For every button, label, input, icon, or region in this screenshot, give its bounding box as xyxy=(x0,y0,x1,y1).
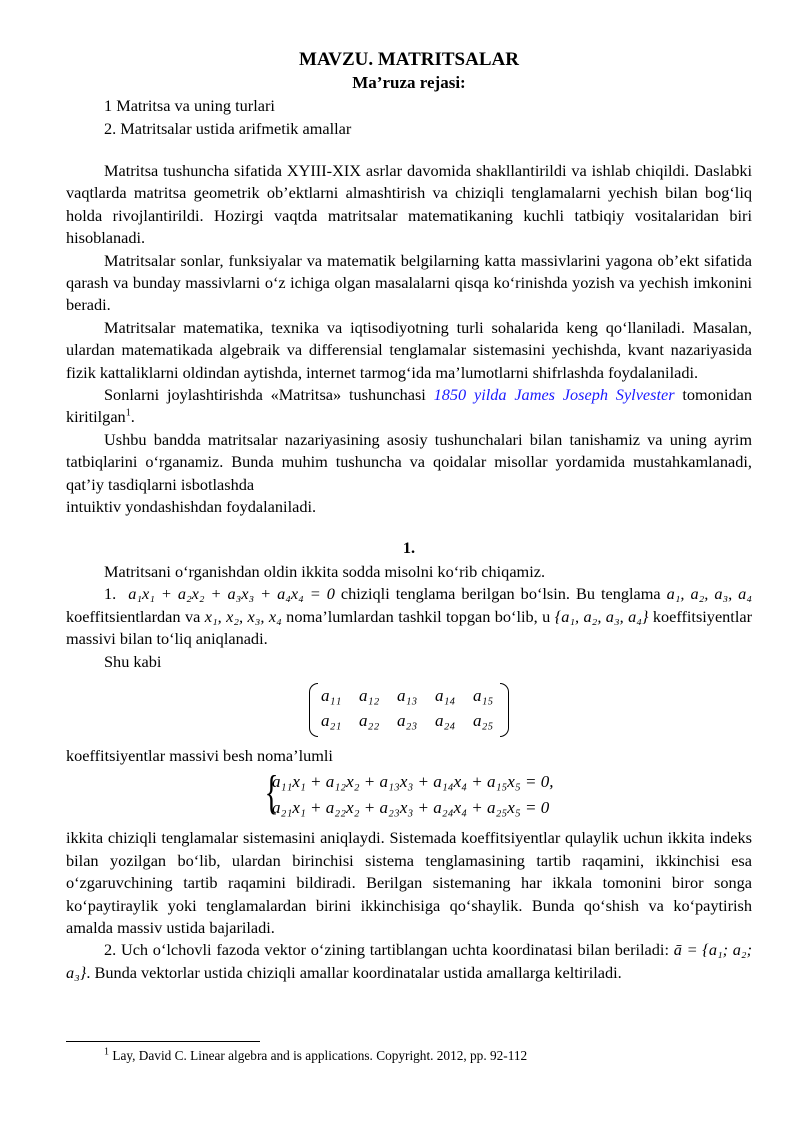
matrix-cell: a₁₅ xyxy=(473,686,494,706)
plan-item: 2. Matritsalar ustida arifmetik amallar xyxy=(104,119,352,138)
footnote-text: Lay, David C. Linear algebra and is applications. Copyright. 2012, pp. 92-112 xyxy=(112,1048,528,1063)
equation-system xyxy=(260,766,752,823)
coefficient-matrix xyxy=(309,683,509,737)
paragraph: ikkita chiziqli tenglamalar sistemasini aniqlaydi. Sistemada koeffitsiyentlar qulaylik uchun ikkita indeks bilan yozilgan bo‘lib, ulardan birinchisi sistema tenglamasining tartib raqamini, ikkinchisi esa o‘zgaruvchining tartib raqamini bildiradi. Berilgan sistemaning har ikkala tomonini biror songa ko‘paytiraylik yoki tenglamalardan birini ikkinchisiga qo‘shaylik. Bunda qo‘shish va ko‘paytirish amalda massiv ustida bajariladi. xyxy=(66,828,752,937)
example-2: 2. Uch o‘lchovli fazoda vektor o‘zining tartiblangan uchta koordinatasi bilan beriladi: ā = {a₁; a₂; a₃}. Bunda vektorlar ustida chiziqli amallar koordinatalar ustida amallarga keltiriladi. xyxy=(66,940,752,982)
system-equation: a₁₁x₁ + a₁₂x₂ + a₁₃x₃ + a₁₄x₄ + a₁₅x₅ = 0, xyxy=(272,772,554,792)
page-subtitle: Ma’ruza rejasi: xyxy=(352,73,466,92)
paragraph: Matritsalar matematika, texnika va iqtisodiyotning turli sohalarida keng qo‘llaniladi. Masalan, ulardan matematikada algebraik va differensial tenglamalar sistemasini yechishda, kvant nazariyasida fizik kattaliklarni oldindan aytishda, internet tarmog‘ida ma’lumotlarni shifrlashda foydalaniladi. xyxy=(66,317,752,382)
matrix-cell: a₂₄ xyxy=(435,711,456,731)
vector-a: ā = {a₁; a₂; a₃} xyxy=(66,940,752,982)
matrix-cell: a₁₄ xyxy=(435,686,456,706)
matrix-cell: a₂₃ xyxy=(397,711,418,731)
section-intro: Matritsani o‘rganishdan oldin ikkita sodda misolni ko‘rib chiqamiz. xyxy=(104,561,546,581)
linear-equation: a₁x₁ + a₂x₂ + a₃x₃ + a₄x₄ = 0 xyxy=(128,584,335,604)
matrix-cell: a₁₁ xyxy=(321,686,342,706)
matrix-cell: a₂₅ xyxy=(473,711,494,731)
paragraph xyxy=(66,429,752,496)
paragraph: Matritsalar sonlar, funksiyalar va matematik belgilarning katta massivlarini yagona ob’ekt sifatida qarash va bunday massivlarni o‘z ichiga olgan masalalarni qisqa ko‘rinishda yozish va yechish imkonini beradi. xyxy=(66,250,752,315)
lecture-plan xyxy=(66,94,752,140)
matrix-cell: a₁₃ xyxy=(397,686,418,706)
footnote-number: 1 xyxy=(104,1046,109,1058)
paragraph-end: intuiktiv yondashishdan foydalaniladi. xyxy=(66,497,317,517)
footnote-ref[interactable]: 1 xyxy=(125,408,131,420)
paragraph: Matritsa tushuncha sifatida XYIII-XIX asrlar davomida shakllantirildi va ishlab chiqildi. Daslabki vaqtlarda matritsa geometrik ob’ektlarni almashtirish va chiziqli tenglamalarni yechish bilan bog‘liq holda rivojlantirildi. Hozirgi vaqtda matritsalar matematikaning kuchli tatbiqiy vositalaridan biri hisoblanadi. xyxy=(66,161,752,248)
left-parenthesis xyxy=(309,683,318,737)
matrix-cell: a₂₂ xyxy=(359,711,380,731)
coefficient-set: {a₁, a₂, a₃, a₄} xyxy=(554,606,649,626)
matrix-cell: a₁₂ xyxy=(359,686,380,706)
system-equation: a₂₁x₁ + a₂₂x₂ + a₂₃x₃ + a₂₄x₄ + a₂₅x₅ = 0 xyxy=(272,798,550,818)
footnote xyxy=(104,1048,527,1064)
left-brace: { xyxy=(264,766,279,820)
sylvester-link[interactable]: 1850 yilda James Joseph Sylvester xyxy=(433,385,675,405)
example-number: 1. xyxy=(104,584,117,604)
page-title: MAVZU. MATRITSALAR xyxy=(299,49,519,70)
right-parenthesis xyxy=(500,683,509,737)
massiv-text: koeffitsiyentlar massivi besh noma’lumli xyxy=(66,745,333,765)
unknowns: x₁, x₂, x₃, x₄ xyxy=(204,606,282,626)
section-heading: 1. xyxy=(402,537,416,557)
intro-text: Ushbu bandda matritsalar nazariyasining asosiy tushunchalari bilan tanishamiz va uning ayrim tatbiqlarini o‘rganamiz. Bunda muhim tushuncha va qoidalar misollar yordamida mustahkamlanadi, qat’iy tasdiqlarni isbotlashda xyxy=(66,429,752,494)
matrix-cell: a₂₁ xyxy=(321,711,342,731)
sylvester-text-after: tomonidan kiritilgan xyxy=(66,385,753,427)
sylvester-paragraph: Sonlarni joylashtirishda «Matritsa» tushunchasi 1850 yilda James Joseph Sylvester tomonidan kiritilgan$^1$. xyxy=(66,385,753,427)
footnote-separator xyxy=(66,1041,260,1042)
shu-kabi: Shu kabi xyxy=(104,651,162,671)
plan-item: 1 Matritsa va uning turlari xyxy=(104,96,275,115)
matrix-row xyxy=(319,684,509,709)
sylvester-text-before: Sonlarni joylashtirishda «Matritsa» tushunchasi xyxy=(104,385,434,405)
coefficients: a₁, a₂, a₃, a₄ xyxy=(666,584,752,604)
matrix-row xyxy=(319,709,509,734)
example-1: 1. a₁x₁ + a₂x₂ + a₃x₃ + a₄x₄ = 0 chiziqli tenglama berilgan bo‘lsin. Bu tenglama a₁, a₂, a₃, a₄ koeffitsientlardan va x₁, x₂, x₃, x₄ noma’lumlardan tashkil topgan bo‘lib, u {a₁, a₂, a₃, a₄} koeffitsiyentlar massivi bilan to‘liq aniqlanadi. xyxy=(66,584,753,649)
document-body xyxy=(66,46,752,984)
